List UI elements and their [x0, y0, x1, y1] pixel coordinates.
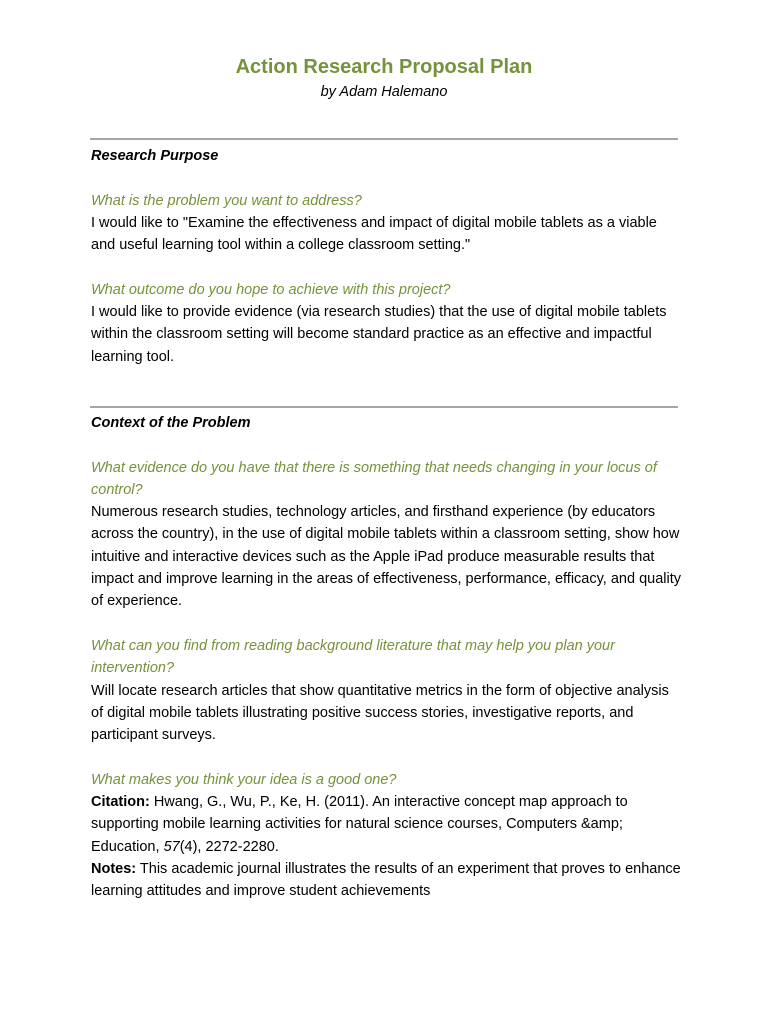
answer: I would like to provide evidence (via research studies) that the use of digital mobile tablets within the classroom setting will become standard practice as an effective and impactful learning tool. — [91, 304, 667, 365]
citation-text: Hwang, G., Wu, P., Ke, H. (2011). An interactive concept map approach to supporting mobile learning activities for natural science courses, Computers &amp; Education, — [91, 794, 628, 855]
question: What makes you think your idea is a good one? — [91, 771, 397, 788]
citation-text-after: (4), 2272-2280. — [179, 838, 279, 855]
citation-volume: 57 — [163, 838, 180, 855]
answer: I would like to "Examine the effectiveness and impact of digital mobile tablets as a viable and useful learning tool within a college classroom setting." — [91, 214, 657, 254]
question: What can you find from reading background literature that may help you plan your intervention? — [91, 637, 615, 677]
citation-label: Citation: — [91, 794, 150, 811]
question: What outcome do you hope to achieve with this project? — [91, 281, 451, 298]
answer: Numerous research studies, technology articles, and firsthand experience (by educators across the country), in the use of digital mobile tablets within a classroom setting, show how intuitive and interactive devices such as the Apple iPad produce measurable results that impact and improve learning in the areas of effectiveness, performance, efficacy, and quality of experience. — [91, 504, 681, 610]
answer: Will locate research articles that show quantitative metrics in the form of objective analysis of digital mobile tablets illustrating positive success stories, investigative reports, and participant surveys. — [91, 682, 669, 744]
notes — [91, 858, 681, 903]
notes-text: This academic journal illustrates the results of an experiment that proves to enhance learning attitudes and improve student achievements — [91, 860, 681, 900]
document-author: by Adam Halemano — [320, 84, 448, 100]
question: What is the problem you want to address? — [91, 192, 362, 209]
notes-label: Notes: — [91, 860, 137, 877]
section-heading: Research Purpose — [91, 148, 219, 164]
section-divider — [90, 138, 678, 140]
section-research-purpose — [91, 145, 681, 368]
citation — [91, 791, 681, 858]
section-heading: Context of the Problem — [91, 415, 251, 431]
section-divider — [90, 406, 678, 408]
question: What evidence do you have that there is something that needs changing in your locus of control? — [91, 459, 657, 498]
document-title: Action Research Proposal Plan — [235, 56, 533, 78]
section-context-of-problem — [91, 412, 681, 903]
